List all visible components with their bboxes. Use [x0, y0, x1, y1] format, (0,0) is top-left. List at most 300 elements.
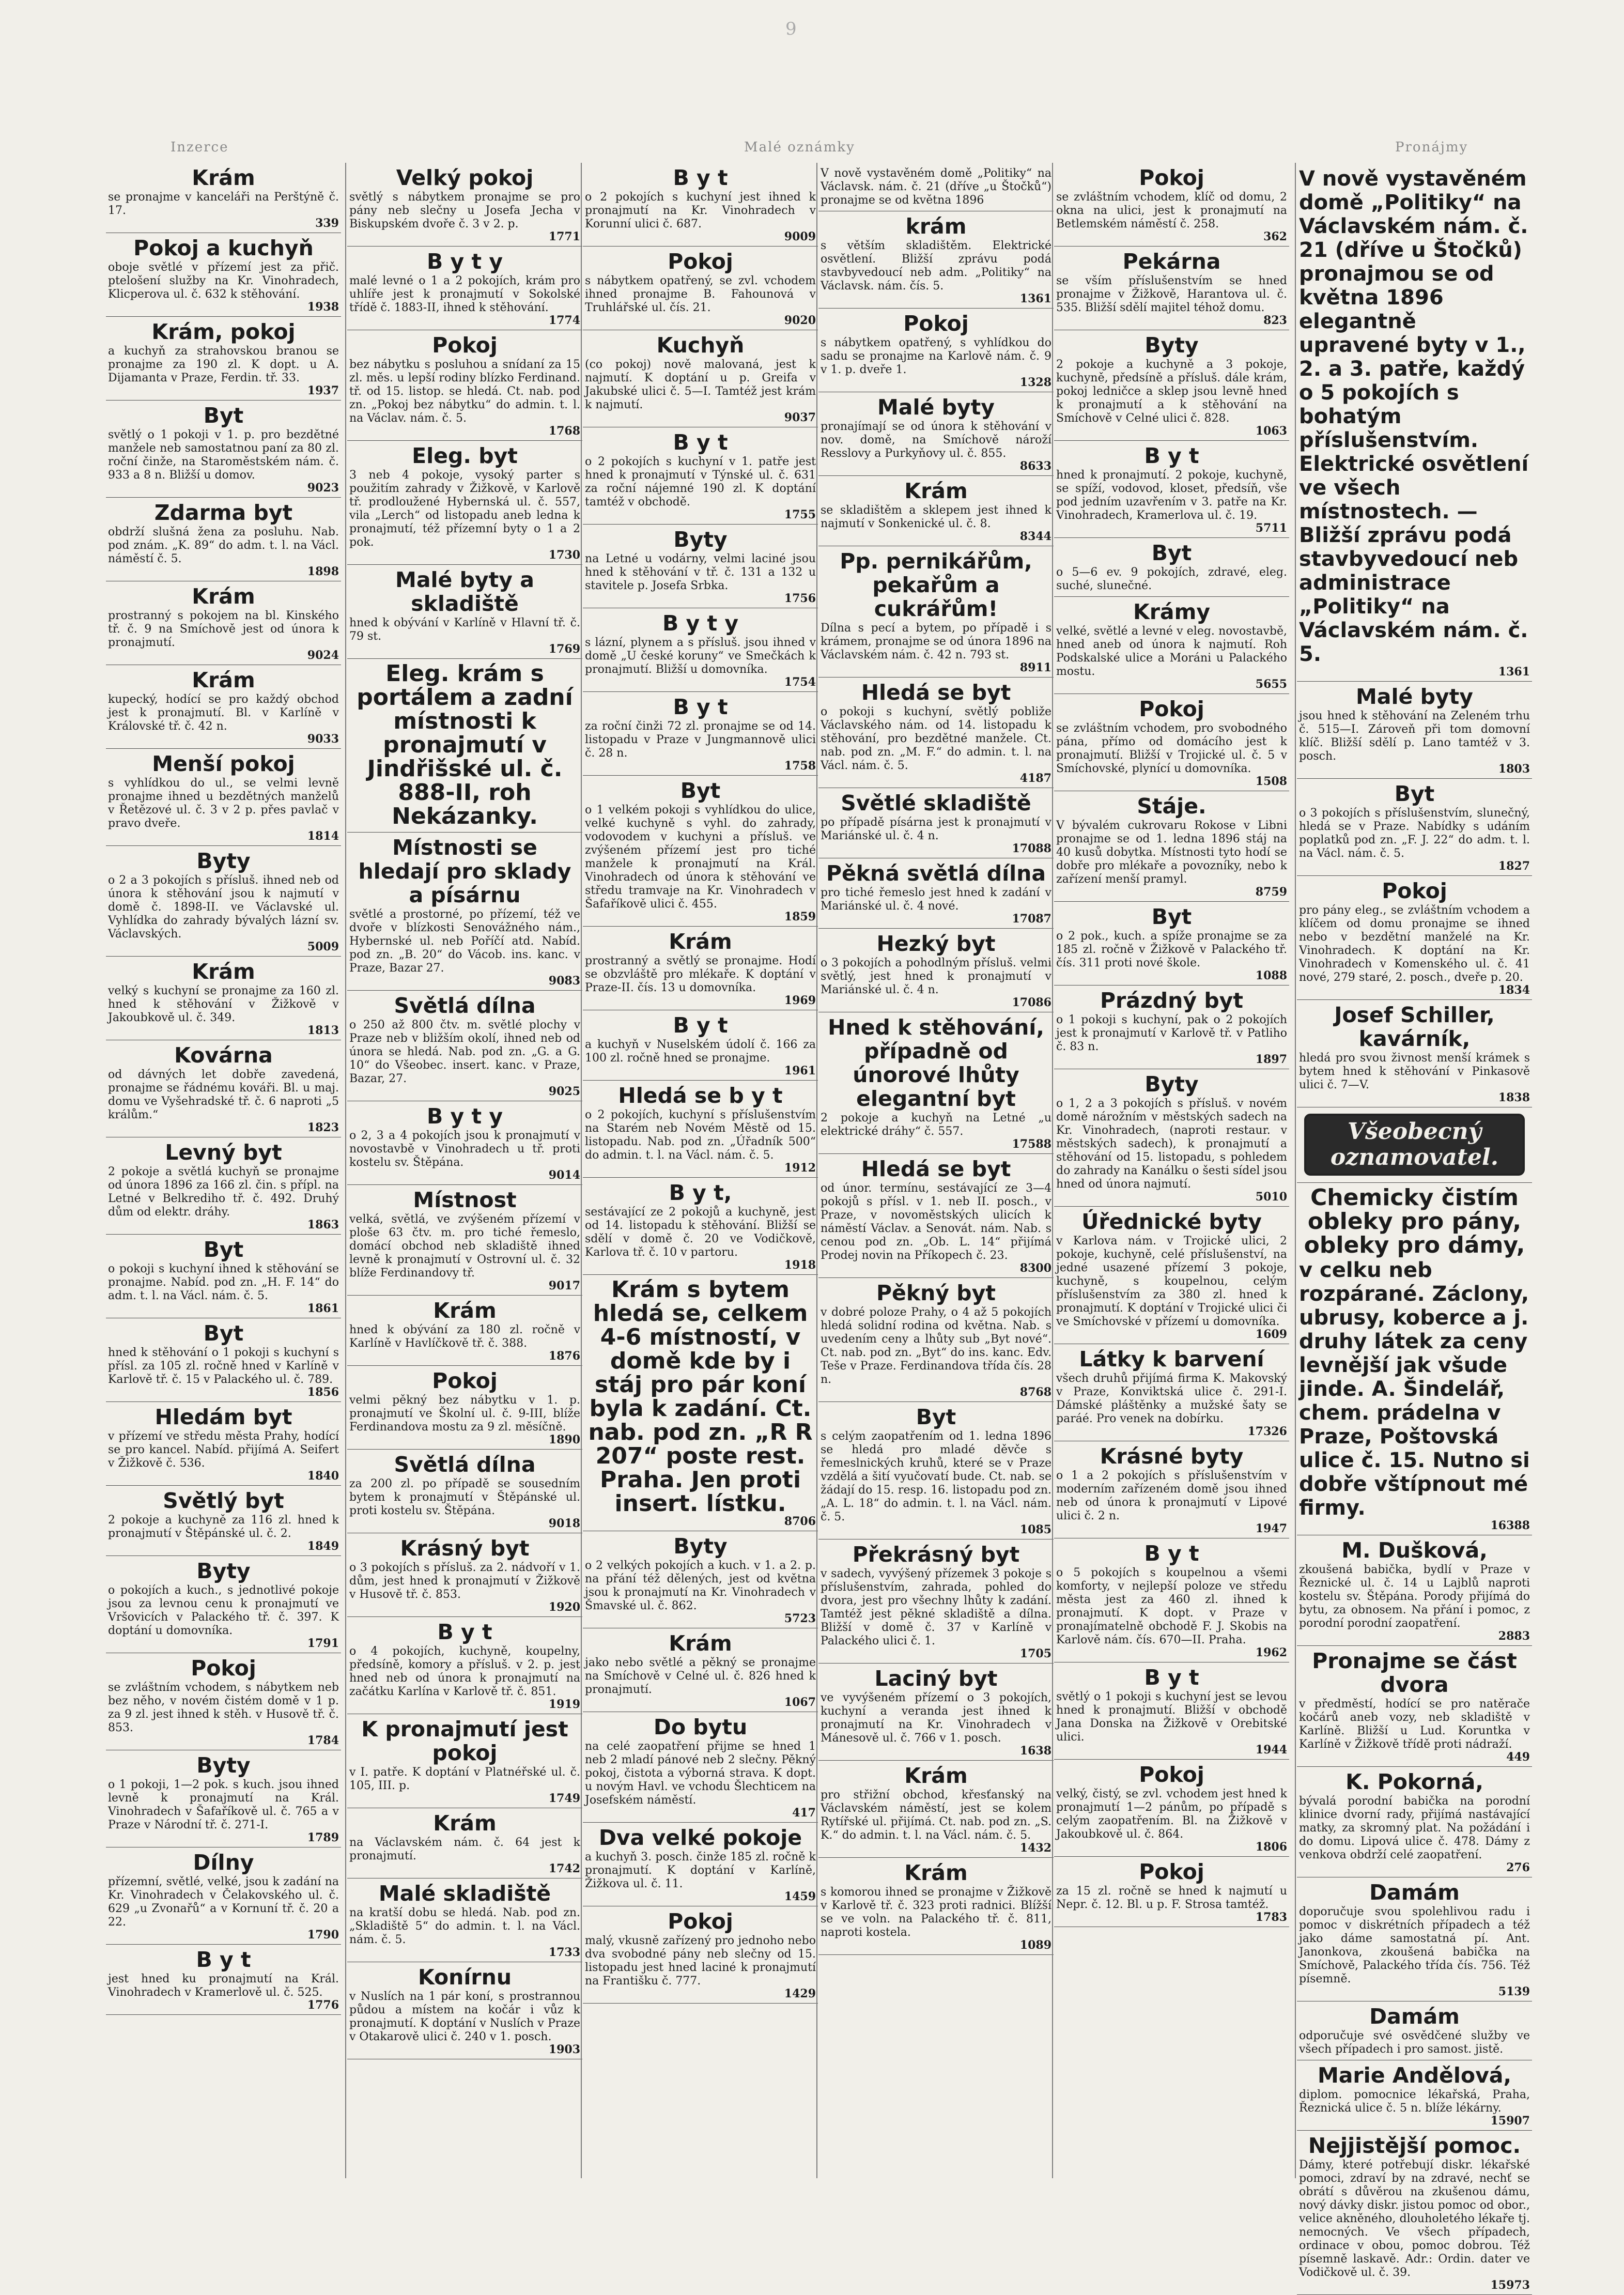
classified-ad — [583, 1712, 818, 1823]
classified-ad — [1054, 1662, 1289, 1760]
ad-title: krám — [905, 214, 967, 239]
classified-ad — [347, 1366, 582, 1450]
ad-body: bývalá porodní babička na porodní klinice dvorní rady, přijímá nastávající matky, za skromný plat. Na požádání i do domu. Lipová ulice č. 478. Dámy z venkova obdrží celé zaopatření. — [1299, 1795, 1530, 1861]
ad-title: B y t — [1144, 443, 1199, 468]
ad-body: za roční činži 72 zl. pronajme se od 14. listopadu v Praze v Jungmannově ulici č. 28 n. — [585, 720, 816, 760]
classified-ad — [818, 1664, 1054, 1761]
ad-body: 2 pokoje a světlá kuchyň se pronajme od února 1896 za 166 zl. čin. s přípl. na Letné v Belkrediho tř. č. 492. Druhý dům od elektr. dráhy. — [108, 1165, 339, 1219]
ad-body: o 2 pok., kuch. a spíže pronajme se za 185 zl. ročně v Žižkově v Palackého tř. čís. 311 proti nové škole. — [1056, 930, 1287, 969]
ad-body: v předměstí, hodící se pro natěrače kočárů aneb vozy, neb skladiště v Karlíně. Bližší u Lud. Koruntka v Karlíně v Žižkově třídě proti nádraží. — [1299, 1698, 1530, 1751]
ad-body: pro pány eleg., se zvláštním vchodem a klíčem od domu pronajme se ihned nebo v bezdětní manželé na Kr. Vinohradech. K doptání na Kr. Vinohradech v Komenského ul. č. 41 nové, 279 staré, 2. posch., dveře p. 20. — [1299, 904, 1530, 984]
classified-ad — [347, 247, 582, 330]
ad-code: 1609 — [1255, 1328, 1287, 1341]
classified-ad — [347, 441, 582, 565]
classified-ad — [1297, 163, 1532, 682]
ad-body: hned k obývání v Karlíně v Hlavní tř. č. 79 st. — [349, 617, 580, 643]
ad-body: v celku neb rozpárané. Záclony, ubrusy, koberce a j. druhy látek za ceny levnější jak všude jinde. A. Šindelář, chem. prádelna v Praze, Poštovská ulice č. 15. Nutno si dobře vštípnout mé firmy. — [1299, 1258, 1530, 1520]
ad-code: 16388 — [1490, 1519, 1530, 1532]
ad-title: Byty — [1144, 333, 1199, 358]
ad-code: 1705 — [1019, 1647, 1051, 1660]
ad-body: světlý o 1 pokoji v 1. p. pro bezdětné manžele neb samostatnou paní za 80 zl. roční činže, na Staroměstském nám. č. 933 a 8 n. Bližší u domov. — [108, 428, 339, 482]
ad-body: odporučuje své osvědčené služby ve všech případech i pro samost. jistě. — [1299, 2029, 1530, 2056]
ad-code: 8911 — [1019, 661, 1051, 674]
classified-ad — [583, 247, 818, 330]
ad-code: 17588 — [1012, 1137, 1051, 1151]
ad-code: 823 — [1263, 314, 1287, 327]
ad-code: 1769 — [548, 642, 580, 656]
ad-title: Malé byty a skladiště — [395, 567, 534, 616]
ad-body: 3 neb 4 pokoje, vysoký parter s použitím zahrady v Žižkově, v Karlově tř. prodloužené Hybernská ul. č. 557, vila „Lerch“ od listopadu aneb ledna k pronajmutí, též přízemní byty o 1 a 2 pok. — [349, 469, 580, 549]
ad-code: 339 — [315, 217, 339, 230]
ad-body: o pokojích a kuch., s jednotlivé pokoje jsou za levnou cenu k pronajmutí ve Vršovicích v Palackého tř. č. 397. K doptání u domovníka. — [108, 1584, 339, 1637]
classified-ad — [583, 1531, 818, 1628]
ad-code: 5139 — [1498, 1985, 1530, 1998]
ad-body: prostranný a světlý se pronajme. Hodí se obzvláště pro mlékaře. K doptání v Praze-II. čís. 13 u domovníka. — [585, 954, 816, 994]
classified-ad — [1054, 1857, 1289, 1927]
classified-ad — [818, 211, 1054, 309]
ad-code: 1903 — [548, 2043, 580, 2056]
classified-ad — [583, 1906, 818, 2004]
classified-ad — [818, 546, 1054, 677]
classified-ad — [347, 1101, 582, 1185]
ad-code: 1361 — [1019, 292, 1051, 305]
ad-code: 1328 — [1019, 376, 1051, 389]
ad-code: 8633 — [1019, 459, 1051, 473]
ad-code: 17087 — [1012, 912, 1051, 926]
ad-code: 1938 — [307, 300, 339, 314]
ad-body: velká, světlá, ve zvýšeném přízemí v ploše 63 čtv. m. pro tiché řemeslo, domácí obchod neb skladiště ihned levně k pronajmutí v Ostrovní ul. č. 32 blíže Ferdinandovy tř. — [349, 1213, 580, 1280]
ad-body: v Karlova nám. v Trojické ulici, 2 pokoje, kuchyně, celé příslušenství, na jedné usazené přízemí 3 pokoje, kuchyně, s koupelnou, celým příslušenstvím za 380 zl. hned k pronajmutí. K doptání v Trojické ulici či ve Smíchovské v přízemí u domovníka. — [1056, 1235, 1287, 1328]
ad-code: 8344 — [1019, 530, 1051, 543]
ad-body: (co pokoj) nově malovaná, jest k najmutí. K doptání u p. Greifa v Jakubské ulici č. 5—I. Tamtéž jest krám k najmutí. — [585, 358, 816, 411]
ad-title: Byty — [196, 1559, 251, 1583]
ad-title: Krám — [433, 1811, 497, 1836]
classified-ad — [583, 776, 818, 927]
ad-title: Krám, pokoj — [151, 319, 296, 344]
classified-ad — [106, 317, 341, 401]
ad-title: Pokoj — [1382, 879, 1447, 903]
classified-ad — [106, 1402, 341, 1486]
ad-title: Malé byty — [877, 395, 995, 420]
ad-body: a kuchyň v Nuselském údolí č. 166 za 100 zl. ročně hned se pronajme. — [585, 1038, 816, 1065]
ad-body: na celé zaopatření přijme se hned 1 neb 2 mladí pánové neb 2 slečny. Pěkný pokoj, čistota a výborná strava. K dopt. u novým Havl. ve vchodu Šlechticem na Josefském náměstí. — [585, 1740, 816, 1807]
ad-body: o 5—6 ev. 9 pokojích, zdravé, eleg. suché, slunečné. — [1056, 566, 1287, 592]
ad-title: Místnost — [413, 1188, 517, 1212]
classified-ad — [106, 1556, 341, 1653]
ad-title: Pp. pernikářům, pekařům a cukrářům! — [840, 549, 1032, 621]
classified-ad — [818, 677, 1054, 788]
ad-title: Úřednické byty — [1081, 1209, 1262, 1234]
ad-title: Místnosti se hledají pro sklady a písárnu — [358, 835, 571, 907]
ad-body: od únor. termínu, sestávající ze 3—4 pokojů s přísl. v 1. neb II. posch., v Praze, v novoměstských ulicích k náměstí Václav. a Senovát. nám. Nab. s cenou pod zn. „Ob. L. 14“ přijímá Prodej novin na Příkopech č. 23. — [821, 1182, 1051, 1262]
ad-body: se pronajme v kanceláři na Perštýně č. 17. — [108, 191, 339, 217]
ad-title: Světlá dílna — [394, 1452, 536, 1477]
ad-title: Pronajme se část dvora — [1312, 1649, 1517, 1697]
ad-body: s nábytkem opatřený, se zvl. vchodem ihned pronajme B. Fahounová v Truhlářské ul. čís. 21. — [585, 274, 816, 314]
classified-ad — [1054, 163, 1289, 247]
ad-body: Dámy, které potřebují diskr. lékařské pomoci, zdraví by na zdravé, nechť se obrátí s důvěrou na zkušenou dámu, nový dávky diskr. jistou pomoc od obor., velice akněného, dlouholetého lékaře tj. nemocných. Ve všech případech, ordinace v obou, pomoc dobrou. Též písemně laskavě. Adr.: Ordin. dater ve Vodičkově ul. č. 39. — [1299, 2159, 1530, 2279]
ad-body: v Nuslích na 1 pár koní, s prostrannou půdou a místem na kočár i vůz k pronajmutí. K doptání v Nuslích v Praze v Otakarově ulici č. 240 v 1. posch. — [349, 1990, 580, 2043]
ad-body: hned k stěhování o 1 pokoji s kuchyní s přísl. za 105 zl. ročně hned v Karlíně v Karlově tř. č. 15 v Palackého ul. č. 789. — [108, 1346, 339, 1386]
classified-ad — [347, 1296, 582, 1366]
classified-ad — [106, 1750, 341, 1847]
ad-code: 1890 — [548, 1433, 580, 1446]
ad-body: zkoušená babička, bydlí v Praze v Řeznické ul. č. 14 u Lajblů naproti kostelu sv. Štěpána. Porody přijímá do bytu, za obnosem. Na přání i pomoc, z porodní porodní zaopatření. — [1299, 1563, 1530, 1630]
ad-body: diplom. pomocnice lékařská, Praha, Řeznická ulice č. 5 n. blíže lékárny. — [1299, 2088, 1530, 2115]
classified-ad — [1297, 682, 1532, 779]
ad-code: 417 — [792, 1806, 816, 1820]
classified-ad — [106, 957, 341, 1040]
ad-body: obdrží slušná žena za posluhu. Nab. pod znám. „K. 89“ do adm. t. l. na Václ. náměstí č. 5. — [108, 526, 339, 565]
ad-title: Hezký byt — [876, 931, 996, 956]
ad-title: Levný byt — [165, 1140, 282, 1165]
ad-body: o 1 a 2 pokojích s příslušenstvím v moderním zařízeném domě jsou ihned neb od února k pronajmutí v Lipové ulici č. 2 n. — [1056, 1469, 1287, 1522]
ad-body: jako nebo světlé a pěkný se pronajme na Smíchově v Celné ul. č. 826 hned k pronajmutí. — [585, 1656, 816, 1696]
ad-body: všech druhů přijímá firma K. Makovský v Praze, Konviktská ulice č. 291-I. Dámské pláštěnky a mužské šaty se paráé. Pro venek na dobírku. — [1056, 1372, 1287, 1425]
ad-code: 1840 — [307, 1469, 339, 1483]
ad-code: 1859 — [784, 910, 816, 923]
ad-title: Byty — [196, 1753, 251, 1778]
ad-body: o 1 velkém pokoji s vyhlídkou do ulice, velké kuchyně s vyhl. do zahrady, vodovodem v kuchyni a přísluš. ve zvýšeném přízemí jest pro tiché manžele k pronajmutí na Král. Vinohradech od února k stěhování ve středu tramvaje na Kr. Vinohradech v Šafaříkově ulici č. 455. — [585, 804, 816, 911]
ad-body: V bývalém cukrovaru Rokose v Libni pronajme se od 1. ledna 1896 stáj na 40 kusů dobytka. Místnosti tyto hodí se dobře pro mlékaře a povozníky, nebo k zařízení menší pramyl. — [1056, 819, 1287, 886]
classified-ad — [1054, 247, 1289, 330]
classified-ad — [347, 833, 582, 991]
ad-code: 362 — [1263, 230, 1287, 243]
ad-code: 8706 — [784, 1515, 816, 1528]
column-3 — [583, 163, 818, 2189]
ad-title: Pokoj — [1139, 1762, 1204, 1787]
header-strip-right: Pronájmy — [1395, 140, 1468, 155]
ad-body: V nově vystavěném domě „Politiky“ na Václavsk. nám. č. 21 (dříve „u Štočků“) pronajme se od května 1896 — [821, 167, 1051, 207]
ad-code: 9024 — [307, 649, 339, 662]
ad-body: pro tiché řemeslo jest hned k zadání v Mariánské ul. č. 4 nové. — [821, 886, 1051, 913]
ad-code: 1898 — [307, 565, 339, 578]
ad-body: na Václavském nám. č. 64 jest k pronajmutí. — [349, 1836, 580, 1862]
ad-body: za 15 zl. ročně se hned k najmutí u Nepr. č. 12. Bl. u p. F. Strosa tamtéž. — [1056, 1885, 1287, 1911]
ad-title: Krám — [904, 1860, 968, 1885]
classified-ad — [347, 1533, 582, 1617]
ad-code: 1863 — [307, 1218, 339, 1231]
ad-code: 9009 — [784, 230, 816, 243]
ad-code: 1508 — [1255, 775, 1287, 788]
ad-code: 9033 — [307, 732, 339, 746]
ad-code: 15973 — [1490, 2278, 1530, 2292]
column-2 — [347, 163, 582, 2189]
ad-title: B y t — [673, 165, 728, 190]
classified-ad — [818, 1858, 1054, 1955]
classified-ad — [818, 858, 1054, 929]
ad-title: Krám s bytem hledá se, celkem 4-6 místností, v domě kde by i stáj pro pár koní byla k zadání. Ct. nab. pod zn. „R R 207“ poste rest. Praha. Jen proti insert. lístku. — [588, 1276, 813, 1517]
ad-body: sestávající ze 2 pokojů a kuchyně, jest od 14. listopadu k stěhování. Bližší se sdělí v domě č. 20 ve Vodičkově, Karlova tř. č. 10 v partoru. — [585, 1206, 816, 1259]
classified-ad — [583, 608, 818, 692]
ad-code: 1432 — [1019, 1841, 1051, 1855]
classified-ad — [818, 788, 1054, 858]
ad-title: Stáje. — [1137, 794, 1207, 819]
header-strip — [103, 140, 1529, 155]
ad-code: 1733 — [548, 1946, 580, 1959]
ad-body: Dílna s pecí a bytem, po případě i s krámem, pronajme se od února 1896 na Václavském nám. č. 42 n. 793 st. — [821, 622, 1051, 661]
ad-title: B y t — [1144, 1665, 1199, 1690]
ad-body: ve vyvýšeném přízemí o 3 pokojích, kuchyní a veranda jest ihned k pronajmutí na Kr. Vinohradech v Mánesově ul. č. 766 v 1. posch. — [821, 1691, 1051, 1745]
ad-code: 1937 — [307, 384, 339, 397]
classified-ad — [1297, 2060, 1532, 2131]
ad-body: světlé a prostorné, po přízemí, též ve dvoře v blízkosti Senovážného nám., Hybernské ul. neb Poříčí atd. Nabíd. pod zn. „B. 20“ do Vácob. ins. kanc. v Praze, Bazar 27. — [349, 908, 580, 975]
ad-code: 449 — [1506, 1750, 1530, 1764]
ad-body: za 200 zl. po případě se sousedním bytem k pronajmutí v Štěpánské ul. proti kostelu sv. Štěpána. — [349, 1477, 580, 1517]
ad-body: o 3 pokojích s přísluš. za 2. nádvoří v 1. dům, jest hned k pronajmutí v Žižkově v Husově tř. č. 853. — [349, 1561, 580, 1601]
ad-body: hned k pronajmutí. 2 pokoje, kuchyně, se spíží, vodovod, kloset, předsíň, vše pod jedním uzavřením v 3. patře na Kr. Vinohradech, Kramerlova ul. č. 19. — [1056, 469, 1287, 522]
ad-body: 2 pokoje a kuchyň na Letné „u elektrické dráhy“ č. 557. — [821, 1112, 1051, 1138]
ad-title: Prázdný byt — [1100, 988, 1243, 1013]
classified-ad — [818, 1012, 1054, 1154]
ad-title: Krám — [192, 165, 255, 190]
ad-title: Světlé skladiště — [841, 791, 1031, 815]
ad-title: Pokoj — [668, 1909, 733, 1934]
ad-title: B y t, — [669, 1180, 732, 1205]
classified-ad — [1054, 902, 1289, 985]
ad-code: 1758 — [784, 759, 816, 773]
ad-code: 1088 — [1255, 969, 1287, 982]
ad-body: o 2, 3 a 4 pokojích jsou k pronajmutí v novostavbě v Vinohradech u tř. proti kostelu sv. Štěpána. — [349, 1129, 580, 1169]
ad-body: 2 pokoje a kuchyně a 3 pokoje, kuchyně, předsíně a přísluš. dále krám, pokoj ledničce a sklep jsou levně hned k pronajmutí a k stěhování na Smíchově v Celné ulici č. 828. — [1056, 358, 1287, 425]
ad-body: od dávných let dobře zavedená, pronajme se řádnému kováři. Bl. u maj. domu ve Vyšehradské tř. č. 6 naproti „5 králům.“ — [108, 1068, 339, 1121]
ad-title: Byt — [916, 1405, 956, 1429]
ad-code: 1962 — [1255, 1646, 1287, 1659]
ad-body: o 2 pokojích s kuchyní jest ihned k pronajmutí na Kr. Vinohradech v Korunní ulici č. 687. — [585, 191, 816, 230]
ad-title: Krám — [192, 959, 255, 984]
ad-code: 1776 — [307, 1998, 339, 2012]
ad-body: velmi pěkný bez nábytku v 1. p. pronajmutí ve Školní ul. č. 9-III, blíže Ferdinandova mostu za 9 zl. měsíčně. — [349, 1394, 580, 1434]
ad-title: Pokoj — [1139, 697, 1204, 721]
ad-body: V nově vystavěném domě „Politiky“ na Václavském nám. č. 21 (dříve u Štočků) pronajmou se od května 1896 elegantně upravené byty v 1., 2. a 3. patře, každý o 5 pokojích s bohatým příslušenstvím. Elektrické osvětlení ve všech místnostech. — Bližší zprávu podá stavbyvedoucí neb administrace „Politiky“ na Václavském nám. č. 5. — [1299, 167, 1529, 666]
ad-code: 1742 — [548, 1862, 580, 1875]
column-rule — [1295, 163, 1296, 2178]
ad-title: Dva velké pokoje — [598, 1825, 802, 1850]
ad-code: 276 — [1506, 1861, 1530, 1874]
ad-code: 1730 — [548, 548, 580, 562]
ad-code: 1803 — [1498, 762, 1530, 776]
ad-body: o 3 pokojích s příslušenstvím, slunečný, hledá se v Praze. Nabídky s udáním poplatků pod zn. „F. J. 22“ do adm. t. l. na Václ. nám. č. 5. — [1299, 807, 1530, 860]
classified-ad — [1054, 597, 1289, 694]
ad-title: Pekárna — [1122, 249, 1221, 274]
classified-ad — [1297, 1646, 1532, 1767]
ad-title: Pěkný byt — [876, 1281, 996, 1305]
ad-code: 1961 — [784, 1064, 816, 1077]
ad-title: Krám — [669, 929, 732, 954]
ad-title: Byty — [196, 849, 251, 873]
ad-body: s větším skladištěm. Elektrické osvětlení. Bližší zprávu podá stavbyvedoucí neb adm. „Politiky“ na Václavsk. nám. čís. 5. — [821, 239, 1051, 292]
ad-body: o 1, 2 a 3 pokojích s přísluš. v novém domě nárožním v městských sadech na Kr. Vinohradech, (naproti restaur. v městských sadech), k pronajmutí a stěhování od 15. listopadu, s pohledem do zahrady na Kanálku o šesti sídel jsou hned od února najmutí. — [1056, 1097, 1287, 1191]
ad-code: 1834 — [1498, 983, 1530, 997]
classified-ad — [347, 1878, 582, 1962]
classified-ad — [1297, 1767, 1532, 1877]
ad-code: 15907 — [1490, 2114, 1530, 2128]
ad-title: Krásné byty — [1100, 1444, 1244, 1469]
classified-ad — [106, 163, 341, 233]
ad-body: velký s kuchyní se pronajme za 160 zl. hned k stěhování v Žižkově v Jakoubkově ul. č. 349. — [108, 984, 339, 1024]
column-rule — [816, 163, 817, 2178]
section-banner: Všeobecný oznamovatel. — [1304, 1114, 1525, 1176]
ad-body: s vyhlídkou do ul., se velmi levně pronajme ihned u bezdětných manželů v Řetězové ul. č. 3 v 2 p. přes pavlač v pravo dveře. — [108, 777, 339, 830]
ad-title: Krám — [904, 479, 968, 503]
classified-ad — [106, 1137, 341, 1235]
ad-title: Menší pokoj — [152, 751, 295, 776]
header-strip-left: Inzerce — [171, 140, 229, 155]
ad-title: Byty — [1144, 1072, 1199, 1097]
ad-title: Chemicky čistím obleky pro pány, obleky pro dámy, — [1304, 1184, 1525, 1258]
ad-body: s celým zaopatřením od 1. ledna 1896 se hledá pro mladé děvče s řemeslnických kruhů, které se v Praze vzdělá a šití vyučovatí bude. Ct. nab. se žádají do 15. resp. 16. listopadu pod zn. „A. L. 18“ do admin. t. l. na Václ. nám. č. 5. — [821, 1430, 1051, 1523]
ad-code: 1827 — [1498, 859, 1530, 873]
ad-title: B y t — [437, 1620, 492, 1644]
classified-ad — [347, 1962, 582, 2059]
ad-code: 1085 — [1019, 1523, 1051, 1536]
ad-title: B y t y — [426, 249, 503, 274]
ad-title: Pokoj — [1139, 1859, 1204, 1884]
classified-ad — [818, 309, 1054, 392]
classified-ad — [583, 330, 818, 427]
classified-ad — [1297, 1535, 1532, 1646]
ad-code: 1918 — [784, 1258, 816, 1272]
ad-title: Krámy — [1133, 599, 1211, 624]
classified-ad — [347, 1808, 582, 1878]
ad-body: o 3 pokojích a pohodlným přísluš. velmi světlý, jest hned k pronajmutí v Mariánské ul. č. 4 n. — [821, 957, 1051, 996]
ad-title: Látky k barvení — [1079, 1347, 1264, 1372]
ad-body: oboje světlé v přízemí jest za přič. ptelošení služby na Kr. Vinohradech, Klicperova ul. č. 632 k stěhování. — [108, 261, 339, 301]
ad-body: s nábytkem opatřený, s vyhlídkou do sadu se pronajme na Karlově nám. č. 9 v 1. p. dveře 1. — [821, 336, 1051, 376]
ad-code: 9020 — [784, 314, 816, 327]
ad-title: Krám — [433, 1298, 497, 1323]
classified-ad — [106, 846, 341, 957]
ad-title: Byt — [1151, 541, 1192, 565]
ad-title: B y t y — [662, 611, 739, 636]
classified-ad — [1297, 779, 1532, 876]
classified-ad — [347, 1617, 582, 1714]
ad-title: Damám — [1369, 2004, 1460, 2029]
classified-ad — [347, 330, 582, 441]
ad-title: Nejjistější pomoc. — [1308, 2133, 1521, 2158]
page-number: 9 — [785, 19, 797, 39]
ad-body: na Letné u vodárny, velmi laciné jsou hned k stěhování v tř. č. 131 a 132 u stavitele p. Josefa Srbka. — [585, 552, 816, 592]
ad-code: 1912 — [784, 1161, 816, 1175]
ad-title: Hledá se byt — [861, 1157, 1011, 1181]
classified-ad — [106, 749, 341, 846]
ad-title: Byt — [1151, 904, 1192, 929]
classified-ad — [106, 1653, 341, 1750]
ad-code: 1806 — [1255, 1840, 1287, 1854]
ad-title: Damám — [1369, 1880, 1460, 1905]
classified-ad — [1054, 694, 1289, 791]
ad-body: pro střižní obchod, křesťanský na Václavském náměstí, jest se kolem Rytířské ul. přijímá. Ct. nab. pod zn. „S. K.“ do admin. t. l. na Václ. nám. č. 5. — [821, 1789, 1051, 1842]
classified-ad — [818, 1402, 1054, 1539]
column-rule — [581, 163, 582, 2178]
classified-ad — [1297, 1000, 1532, 1107]
ad-body: prostranný s pokojem na bl. Kinského tř. č. 9 na Smíchově jest od února k pronajmutí. — [108, 609, 339, 649]
ad-body: se vším příslušenstvím se hned pronajme v Žižkově, Harantova ul. č. 535. Bližší sdělí majitel téhož domu. — [1056, 274, 1287, 314]
ad-body: o 1 pokoji, 1—2 pok. s kuch. jsou ihned levně k pronajmutí na Král. Vinohradech v Šafaříkově ul. č. 765 a v Praze v Národní tř. č. 271-I. — [108, 1778, 339, 1831]
ad-body: velké, světlé a levné v eleg. novostavbě, hned aneb od února k najmutí. Roh Podskalské ulice a Moráni u Palackého mostu. — [1056, 625, 1287, 678]
classified-ad — [106, 401, 341, 498]
classified-ad — [1054, 791, 1289, 902]
classified-ad — [347, 163, 582, 247]
classified-ad — [818, 392, 1054, 476]
classified-ad — [106, 233, 341, 317]
ad-title: Laciný byt — [874, 1666, 998, 1691]
ad-body: o 2 a 3 pokojích s přísluš. ihned neb od února k stěhování jsou k najmutí v domě č. 1898-II. ve Václavské ul. Vyhlídka do zahrady bývalých lázní sv. Václavských. — [108, 874, 339, 941]
ad-code: 1771 — [548, 230, 580, 243]
ad-body: po případě písárna jest k pronajmutí v Mariánské ul. č. 4 n. — [821, 816, 1051, 842]
ad-title: Pokoj — [1139, 165, 1204, 190]
ad-code: 1063 — [1255, 424, 1287, 438]
classified-ad — [583, 163, 818, 247]
classified-ad — [1297, 1183, 1532, 1535]
ad-code: 1756 — [784, 592, 816, 605]
classified-ad — [818, 1278, 1054, 1402]
ad-body: se zvláštním vchodem, klíč od domu, 2 okna na ulici, jest k pronajmutí na Betlemském náměstí č. 258. — [1056, 191, 1287, 230]
classified-ad — [1297, 2001, 1532, 2060]
classified-ad — [818, 1154, 1054, 1278]
ad-code: 1089 — [1019, 1938, 1051, 1952]
classified-ad — [1054, 1069, 1289, 1207]
ad-code: 1755 — [784, 508, 816, 521]
classified-ad — [1297, 1877, 1532, 2001]
ad-body: malé levné o 1 a 2 pokojích, krám pro uhlíře jest k pronajmutí v Sokolské třídě č. 1883-II, ihned k stěhování. — [349, 274, 580, 314]
ad-code: 9025 — [548, 1085, 580, 1098]
ad-code: 1774 — [548, 314, 580, 327]
classified-ad — [347, 1714, 582, 1808]
classified-ad — [1054, 1441, 1289, 1538]
ad-body: v dobré poloze Prahy, o 4 až 5 pokojích hledá solidní rodina od května. Nab. s uvedením ceny a lhůty sub „Byt nové“. Ct. nab. pod zn. „Byt“ do ins. kanc. Edv. Teše v Praze. Ferdinandova třída čís. 28 n. — [821, 1306, 1051, 1386]
classified-ad — [1054, 1207, 1289, 1344]
classified-ad — [583, 427, 818, 525]
classified-ad — [818, 929, 1054, 1012]
ad-title: K. Pokorná, — [1345, 1769, 1483, 1794]
ad-body: velký, čistý, se zvl. vchodem jest hned k pronajmutí 1—2 pánům, po případě s celým zaopatřením. Bl. na Žižkově v Jakoubkově ul. č. 864. — [1056, 1788, 1287, 1841]
ad-body: pronajímají se od února k stěhování v nov. domě, na Smíchově nároží Resslovy a Purkyňovy ul. č. 855. — [821, 420, 1051, 460]
ad-body: v I. patře. K doptání v Platnéřské ul. č. 105, III. p. — [349, 1766, 580, 1792]
ad-title: Byt — [203, 1237, 244, 1262]
ad-title: Byt — [203, 1321, 244, 1346]
classified-ad — [347, 991, 582, 1101]
ad-code: 1784 — [307, 1734, 339, 1747]
ad-code: 1856 — [307, 1385, 339, 1399]
ad-title: Malé skladiště — [378, 1881, 551, 1906]
column-rule — [345, 163, 346, 2178]
ad-code: 1814 — [307, 829, 339, 843]
classified-ad — [818, 1761, 1054, 1858]
column-1 — [106, 163, 341, 2189]
classified-ad — [106, 1318, 341, 1402]
ad-title: Kovárna — [174, 1043, 273, 1068]
ad-body: se zvláštním vchodem, pro svobodného pána, přímo od domácího jest k pronajmutí. Bližší v Trojické ul. č. 5 v Smíchovské, plynící u domovníka. — [1056, 722, 1287, 775]
header-strip-mid: Malé oznámky — [744, 140, 855, 155]
classified-ad — [583, 927, 818, 1010]
ad-title: Krám — [904, 1763, 968, 1788]
ad-title: M. Dušková, — [1341, 1538, 1488, 1563]
classified-ad — [583, 1178, 818, 1275]
ad-code: 5655 — [1255, 677, 1287, 691]
ad-title: Eleg. krám s portálem a zadní místnosti k pronajmutí v Jindřišské ul. č. 888-II, roh Nekázanky. — [357, 660, 573, 829]
classified-ad — [583, 692, 818, 776]
ad-body: malý, vkusně zařízený pro jednoho nebo dva svobodné pány neb slečny od 15. listopadu jest hned laciné k pronajmutí na Františku č. 777. — [585, 1934, 816, 1988]
classified-ad — [583, 1010, 818, 1081]
classified-ad — [106, 1847, 341, 1945]
ad-body: a kuchyň za strahovskou branou se pronajme za 190 zl. K dopt. u A. Dijamanta v Praze, Ferdin. tř. 33. — [108, 345, 339, 384]
classified-ad — [106, 1235, 341, 1318]
ad-title: Pokoj — [191, 1656, 256, 1681]
ad-code: 1768 — [548, 424, 580, 438]
classified-ad — [1054, 1760, 1289, 1857]
ad-title: B y t y — [426, 1104, 503, 1129]
